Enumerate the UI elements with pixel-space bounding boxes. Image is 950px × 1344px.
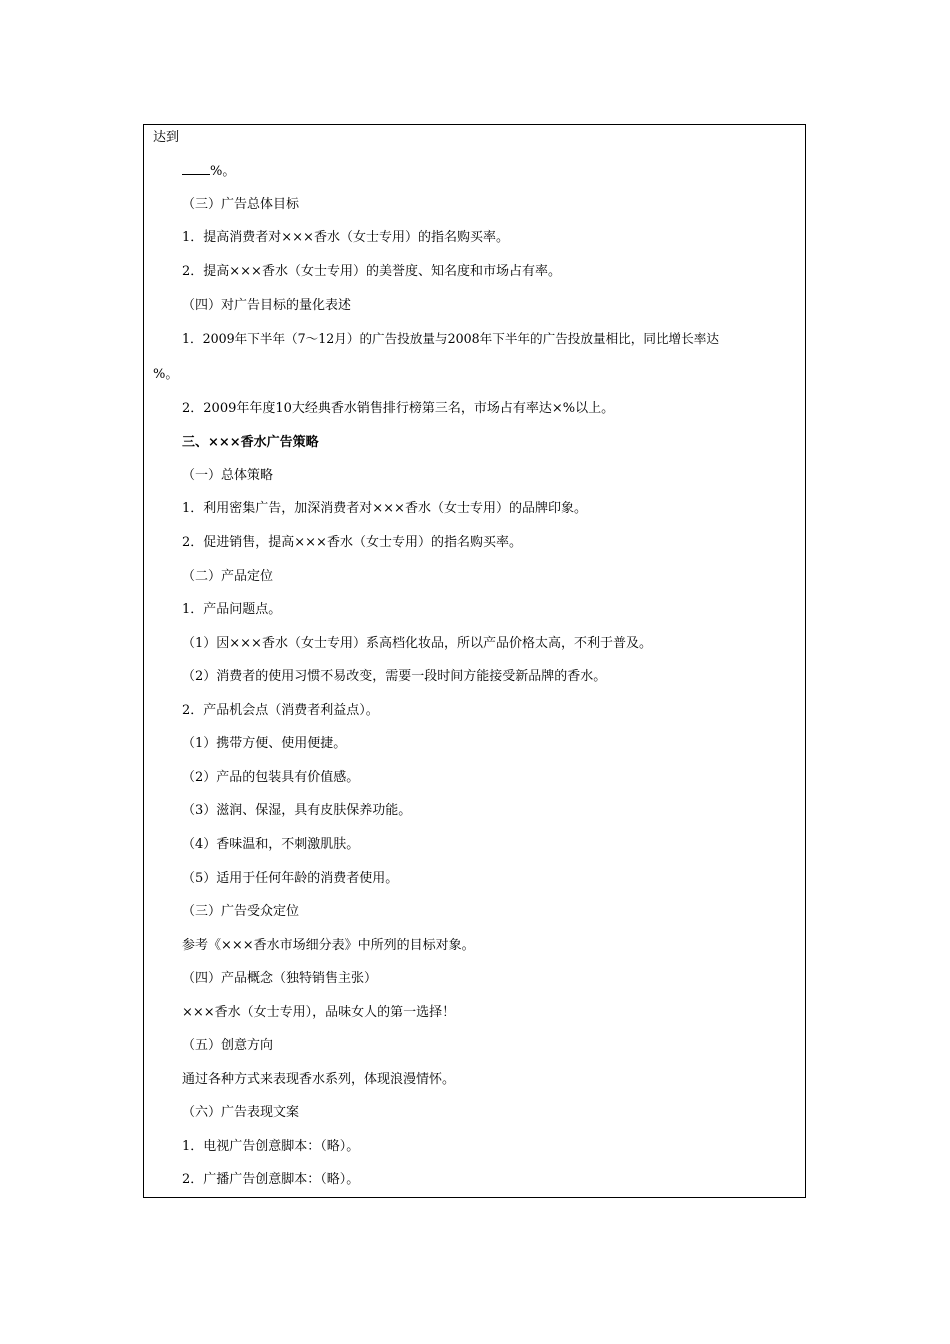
text-line: 1．提高消费者对×××香水（女士专用）的指名购买率。	[182, 230, 509, 245]
text-line: 2．广播广告创意脚本：（略）。	[182, 1172, 360, 1187]
text-line: 1．利用密集广告，加深消费者对×××香水（女士专用）的品牌印象。	[182, 501, 587, 516]
text-line: 达到	[153, 130, 180, 145]
text-line: 1．电视广告创意脚本：（略）。	[182, 1139, 360, 1154]
text-line: （4）香味温和，不刺激肌肤。	[182, 837, 360, 852]
section-heading: （三）广告受众定位	[182, 904, 300, 919]
major-heading: 三、×××香水广告策略	[182, 435, 319, 450]
section-heading: （三）广告总体目标	[182, 197, 300, 212]
section-heading: （四）产品概念（独特销售主张）	[182, 971, 378, 986]
section-heading: （五）创意方向	[182, 1038, 274, 1053]
text-line: ×××香水（女士专用），品味女人的第一选择！	[182, 1005, 456, 1020]
text-line-blank	[182, 162, 235, 181]
text-line: （2）消费者的使用习惯不易改变，需要一段时间方能接受新品牌的香水。	[182, 669, 607, 684]
text-line: （2）产品的包装具有价值感。	[182, 770, 360, 785]
section-heading: （二）产品定位	[182, 569, 274, 584]
text-line: 2．提高×××香水（女士专用）的美誉度、知名度和市场占有率。	[182, 264, 561, 279]
text-line: 1．产品问题点。	[182, 602, 282, 617]
section-heading: （一）总体策略	[182, 468, 274, 483]
text-line: 2．产品机会点（消费者利益点）。	[182, 703, 379, 718]
percent-suffix: %。	[210, 164, 236, 179]
text-line: 2．促进销售，提高×××香水（女士专用）的指名购买率。	[182, 535, 522, 550]
fill-blank	[182, 162, 210, 175]
section-heading: （六）广告表现文案	[182, 1105, 300, 1120]
text-line: （1）携带方便、使用便捷。	[182, 736, 347, 751]
text-line: 1．2009年下半年（7～12月）的广告投放量与2008年下半年的广告投放量相比，同比增长率达	[182, 331, 719, 346]
text-line: （1）因×××香水（女士专用）系高档化妆品，所以产品价格太高，不利于普及。	[182, 636, 652, 651]
section-heading: （四）对广告目标的量化表述	[182, 298, 352, 313]
text-line: 通过各种方式来表现香水系列，体现浪漫情怀。	[182, 1072, 456, 1087]
text-line: （3）滋润、保湿，具有皮肤保养功能。	[182, 803, 412, 818]
text-line: %。	[153, 367, 179, 382]
text-line: 2．2009年年度10大经典香水销售排行榜第三名，市场占有率达×%以上。	[182, 401, 615, 416]
text-line: （5）适用于任何年龄的消费者使用。	[182, 871, 399, 886]
text-line: 参考《×××香水市场细分表》中所列的目标对象。	[182, 938, 475, 953]
